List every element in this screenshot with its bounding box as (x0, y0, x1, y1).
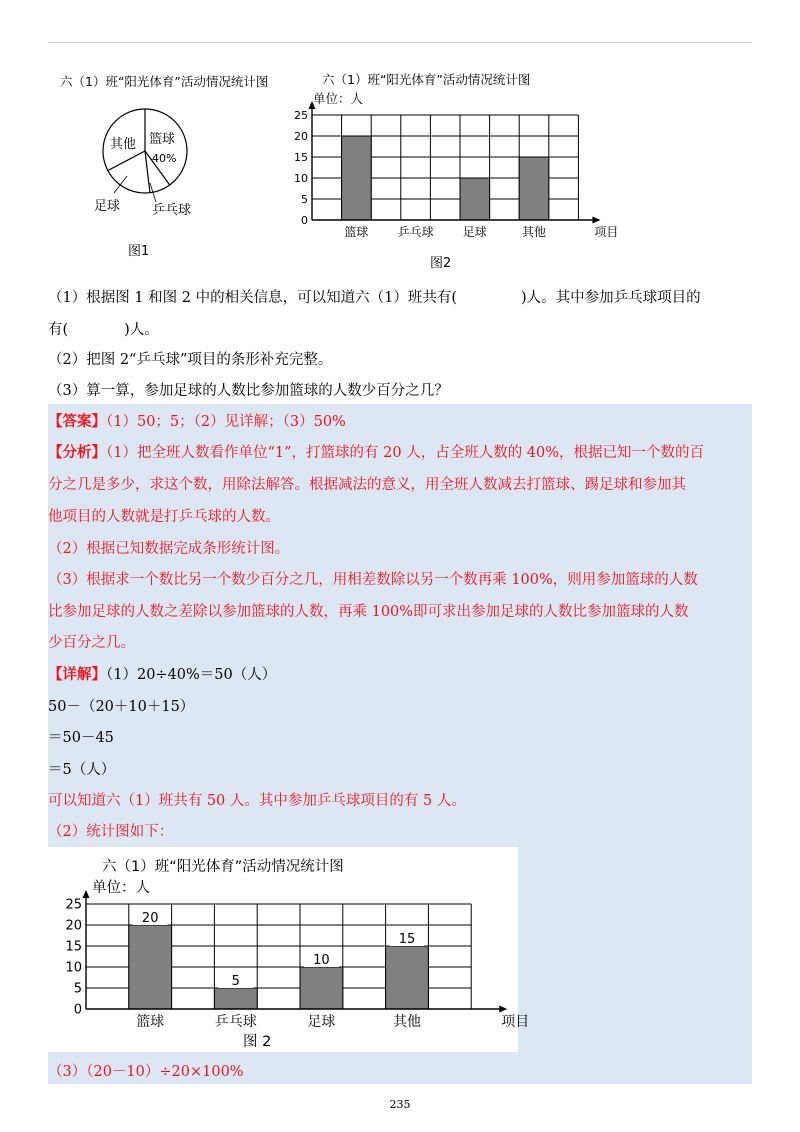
y-tick-label: 10 (65, 960, 82, 976)
analysis-line-1 (48, 443, 704, 463)
analysis-line-6: 比参加足球的人数之差除以参加篮球的人数，再乘 100%即可求出参加足球的人数比参加篮球的人数 (48, 604, 689, 620)
x-category-label: 其他 (393, 1014, 421, 1030)
pie-label-basketball-pct: 40% (152, 152, 177, 165)
x-category-label: 其他 (521, 225, 547, 239)
y-tick-label: 10 (294, 171, 308, 185)
x-category-label: 乒乓球 (397, 225, 434, 239)
answer-tag: 【答案】 (48, 413, 106, 430)
analysis-line-7: 少百分之几。 (48, 635, 135, 651)
x-category-label: 乒乓球 (214, 1014, 257, 1030)
pie-chart (92, 98, 212, 228)
question-1-text-a: （1）根据图 1 和图 2 中的相关信息，可以知道六（1）班共有( (48, 290, 457, 306)
analysis-line-3: 他项目的人数就是打乒乓球的人数。 (48, 509, 280, 525)
figure3-title: 六（1）班“阳光体育”活动情况统计图 (102, 859, 344, 875)
data-label: 5 (231, 974, 240, 989)
question-1-text-b: )人。其中参加乒乓球项目的 (521, 290, 701, 306)
y-tick-label: 5 (73, 981, 82, 997)
bar (460, 178, 490, 220)
detail-line-6: （2）统计图如下： (48, 824, 174, 840)
detail-text-1: （1）20÷40%＝50（人） (106, 667, 277, 683)
bar (129, 925, 172, 1009)
detail-line-5: 可以知道六（1）班共有 50 人。其中参加乒乓球项目的有 5 人。 (48, 793, 466, 809)
figure1-title: 六（1）班“阳光体育”活动情况统计图 (60, 74, 269, 89)
x-category-label: 篮球 (136, 1014, 165, 1030)
figure3-caption: 图 2 (243, 1034, 272, 1050)
bar (342, 136, 372, 220)
y-tick-label: 0 (73, 1002, 82, 1018)
question-1-line1 (48, 288, 701, 308)
pie-label-basketball: 篮球 (149, 132, 176, 147)
pie-label-pingpong: 乒乓球 (152, 203, 192, 218)
bar (300, 967, 343, 1009)
figure1-caption: 图1 (128, 244, 150, 259)
data-label: 15 (398, 932, 416, 947)
header-rule (48, 42, 752, 43)
bar-chart-figure2 (292, 108, 619, 248)
x-axis-arrow (592, 217, 600, 224)
figure3-unit: 单位：人 (92, 880, 150, 896)
question-1-text-c: 有( (48, 322, 69, 338)
y-tick-label: 0 (301, 213, 308, 227)
analysis-text-1: （1）把全班人数看作单位“1”，打篮球的有 20 人，占全班人数的 40%，根据已知一个数的百 (106, 445, 705, 461)
bar (519, 157, 549, 220)
detail-line-4: ＝5（人） (48, 762, 116, 778)
data-label: 20 (141, 911, 159, 926)
y-tick-label: 15 (65, 939, 82, 955)
analysis-line-5: （3）根据求一个数比另一个数少百分之几，用相差数除以另一个数再乘 100%，则用参加篮球的人数 (48, 572, 698, 588)
y-tick-label: 20 (65, 918, 82, 934)
y-tick-label: 20 (294, 129, 308, 143)
x-category-label: 足球 (307, 1014, 336, 1030)
bar (214, 988, 257, 1009)
detail-line-7: （3）（20－10）÷20×100% (48, 1064, 244, 1080)
y-tick-label: 5 (301, 192, 308, 206)
answer-line (48, 412, 346, 432)
figure2-unit: 单位：人 (313, 91, 364, 106)
question-1-line2 (48, 320, 159, 340)
figure2-caption: 图2 (430, 256, 452, 271)
y-tick-label: 15 (294, 150, 308, 164)
question-2: （2）把图 2“乒乓球”项目的条形补充完整。 (48, 352, 333, 368)
page-number: 235 (389, 1098, 411, 1111)
detail-line-2: 50－（20＋10＋15） (48, 699, 195, 715)
analysis-line-2: 分之几是多少，求这个数，用除法解答。根据减法的意义，用全班人数减去打篮球、踢足球和参加其 (48, 477, 686, 493)
detail-tag: 【详解】 (48, 666, 106, 683)
figure2-title: 六（1）班“阳光体育”活动情况统计图 (322, 72, 531, 87)
pie-label-other: 其他 (110, 137, 137, 152)
analysis-line-4: （2）根据已知数据完成条形统计图。 (48, 541, 290, 557)
y-tick-label: 25 (294, 108, 308, 122)
bar-chart-figure3 (56, 895, 530, 1035)
x-axis-label: 项目 (594, 225, 619, 239)
detail-line-1 (48, 665, 276, 685)
data-label: 10 (313, 953, 330, 968)
analysis-tag: 【分析】 (48, 444, 106, 461)
x-category-label: 足球 (462, 225, 487, 239)
pie-label-football: 足球 (94, 199, 121, 214)
detail-line-3: ＝50－45 (48, 730, 114, 746)
x-category-label: 篮球 (344, 225, 369, 239)
question-3: （3）算一算，参加足球的人数比参加篮球的人数少百分之几？ (48, 383, 449, 399)
y-tick-label: 25 (65, 897, 82, 913)
bar (386, 946, 429, 1009)
x-axis-arrow (499, 1006, 507, 1013)
answer-text: （1）50；5；（2）见详解；（3）50% (106, 414, 346, 430)
x-axis-label: 项目 (501, 1014, 530, 1030)
question-1-text-d: )人。 (124, 322, 159, 338)
